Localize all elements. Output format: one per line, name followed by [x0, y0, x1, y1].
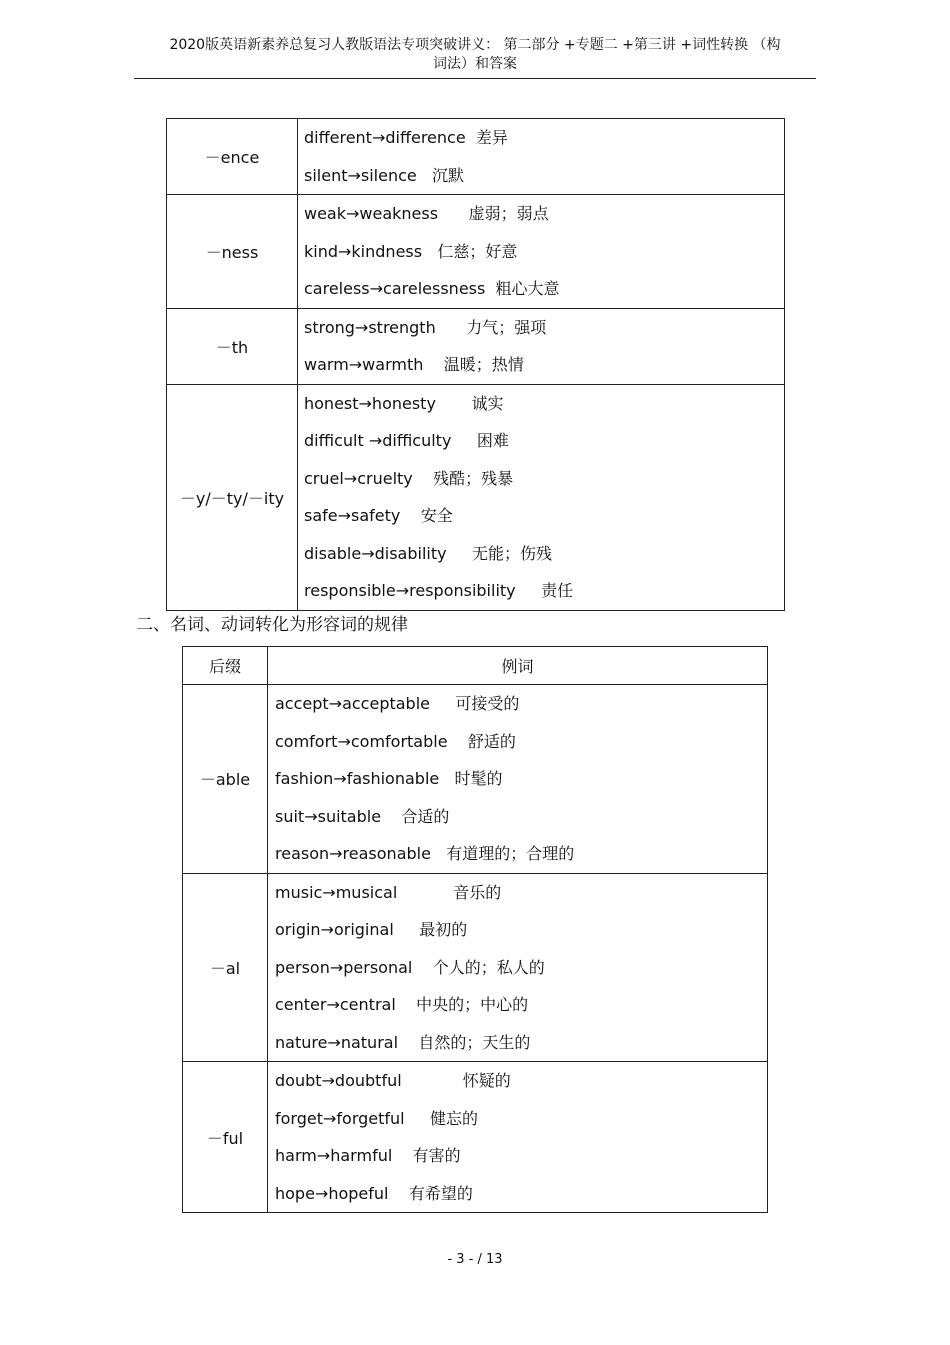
example-line: honest→honesty 诚实 — [304, 393, 504, 413]
example-line: person→personal 个人的；私人的 — [275, 957, 545, 977]
examples-cell — [298, 195, 785, 309]
example-line: forget→forgetful 健忘的 — [275, 1108, 479, 1128]
example-line: kind→kindness 仁慈；好意 — [304, 241, 518, 261]
examples-cell — [268, 1062, 768, 1213]
example-line: music→musical 音乐的 — [275, 882, 502, 902]
table-row — [183, 873, 768, 1062]
example-line: reason→reasonable 有道理的；合理的 — [275, 844, 575, 863]
example-line: safe→safety 安全 — [304, 506, 453, 525]
suffix-cell: －ful — [183, 1062, 268, 1213]
table-row — [183, 685, 768, 874]
column-header-examples: 例词 — [268, 647, 768, 685]
examples-cell — [298, 308, 785, 384]
header-line-2: 词法）和答案 — [433, 56, 517, 72]
example-line: accept→acceptable 可接受的 — [275, 694, 520, 713]
table-row — [167, 384, 785, 610]
adjective-suffix-table — [182, 646, 768, 1213]
table-row — [183, 1062, 768, 1213]
header-rule — [134, 78, 816, 79]
table-row — [167, 195, 785, 309]
examples-cell — [298, 384, 785, 610]
example-line: disable→disability 无能；伤残 — [304, 543, 553, 563]
header-line-1: 2020版英语新素养总复习人教版语法专项突破讲义： 第二部分 +专题二 +第三讲 +词性转换 （构 — [169, 37, 781, 53]
example-line: comfort→comfortable 舒适的 — [275, 731, 516, 751]
example-line: weak→weakness 虚弱；弱点 — [304, 204, 549, 223]
page-header — [134, 36, 816, 74]
example-line: careless→carelessness 粗心大意 — [304, 279, 560, 298]
example-line: responsible→responsibility 责任 — [304, 581, 574, 600]
suffix-cell: －al — [183, 873, 268, 1062]
suffix-cell: －ence — [167, 119, 298, 195]
examples-cell — [268, 873, 768, 1062]
noun-suffix-table — [166, 118, 785, 611]
example-line: warm→warmth 温暖；热情 — [304, 355, 524, 374]
example-line: suit→suitable 合适的 — [275, 806, 450, 826]
column-header-suffix: 后缀 — [183, 647, 268, 685]
suffix-cell: －th — [167, 308, 298, 384]
suffix-cell: －y/－ty/－ity — [167, 384, 298, 610]
example-line: difficult →difficulty 困难 — [304, 431, 509, 450]
suffix-cell: －ness — [167, 195, 298, 309]
example-line: silent→silence 沉默 — [304, 165, 465, 185]
example-line: hope→hopeful 有希望的 — [275, 1183, 473, 1203]
examples-cell — [268, 685, 768, 874]
example-line: strong→strength 力气；强项 — [304, 317, 547, 337]
example-line: fashion→fashionable 时髦的 — [275, 769, 503, 788]
example-line: center→central 中央的；中心的 — [275, 995, 529, 1014]
table-header-row — [183, 647, 768, 685]
example-line: harm→harmful 有害的 — [275, 1146, 461, 1165]
section-title: 二、名词、动词转化为形容词的规律 — [136, 615, 408, 635]
example-line: doubt→doubtful 怀疑的 — [275, 1071, 511, 1090]
table-row — [167, 308, 785, 384]
example-line: different→difference 差异 — [304, 128, 508, 147]
example-line: cruel→cruelty 残酷；残暴 — [304, 468, 514, 488]
suffix-cell: －able — [183, 685, 268, 874]
table-row — [167, 119, 785, 195]
example-line: nature→natural 自然的；天生的 — [275, 1032, 531, 1052]
page-number: - 3 - / 13 — [447, 1252, 503, 1267]
examples-cell — [298, 119, 785, 195]
example-line: origin→original 最初的 — [275, 920, 468, 939]
